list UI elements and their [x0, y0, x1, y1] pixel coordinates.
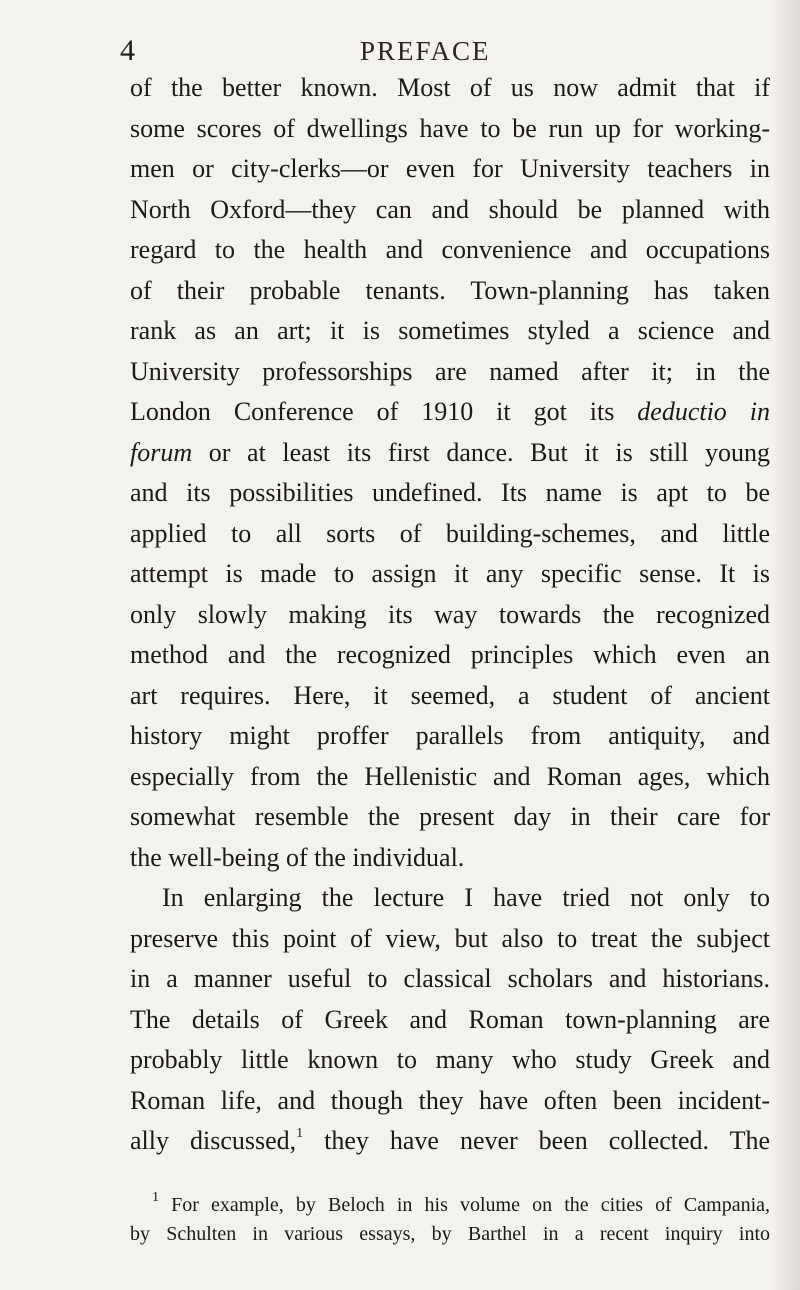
text-line: art requires. Here, it seemed, a student of ancient	[130, 680, 770, 710]
text-segment: London Conference of 1910 it got its	[130, 397, 615, 426]
text-line: North Oxford—they can and should be planned with	[130, 194, 770, 224]
text-line: University professorships are named after it; in the	[130, 356, 770, 386]
page-edge-shadow	[772, 0, 800, 1290]
paragraph-end-line: the well-being of the individual.	[130, 842, 465, 872]
paragraph-start-line: In enlarging the lecture I have tried not only to	[162, 883, 770, 912]
page-number: 4	[120, 34, 135, 67]
text-line	[130, 392, 770, 433]
text-line: of the better known. Most of us now admit that if	[130, 73, 770, 102]
footnote-line: by Schulten in various essays, by Barthel in a recent inquiry into	[130, 1223, 770, 1245]
text-line: of their probable tenants. Town-planning has taken	[130, 275, 770, 305]
footnote-text: For example, by Beloch in his volume on the cities of Campania,	[171, 1194, 771, 1216]
text-line: applied to all sorts of building-schemes, and little	[130, 518, 770, 548]
text-line	[130, 433, 770, 474]
text-line: some scores of dwellings have to be run up for working-	[130, 113, 770, 143]
text-line	[130, 1121, 770, 1162]
footnote-marker: 1	[152, 1190, 159, 1206]
text-line: in a manner useful to classical scholars and historians.	[130, 964, 770, 993]
text-line: preserve this point of view, but also to treat the subject	[130, 923, 770, 953]
text-line: and its possibilities undefined. Its name is apt to be	[130, 478, 770, 507]
text-line: history might proffer parallels from antiquity, and	[130, 721, 770, 750]
footnotes	[130, 1191, 770, 1249]
italic-phrase: deductio in	[637, 397, 770, 426]
text-segment: or at least its first dance. But it is still young	[208, 437, 770, 467]
text-line: somewhat resemble the present day in their care for	[130, 802, 770, 831]
italic-phrase: forum	[130, 437, 193, 467]
text-line: attempt is made to assign it any specific sense. It is	[130, 559, 770, 588]
text-segment: ally discussed,	[130, 1126, 297, 1155]
text-line: regard to the health and convenience and occupations	[130, 235, 770, 264]
body-text	[130, 68, 770, 1162]
running-title: PREFACE	[360, 36, 491, 66]
text-line: only slowly making its way towards the recognized	[130, 599, 770, 629]
text-line: especially from the Hellenistic and Roman ages, which	[130, 761, 770, 791]
text-line: The details of Greek and Roman town-planning are	[130, 1004, 770, 1034]
text-segment: they have never been collected. The	[324, 1126, 770, 1155]
footnote-reference: 1	[296, 1126, 304, 1142]
text-line: Roman life, and though they have often been incident-	[130, 1085, 770, 1115]
text-line: method and the recognized principles which even an	[130, 640, 770, 669]
text-line: rank as an art; it is sometimes styled a science and	[130, 316, 770, 345]
footnote-line	[130, 1191, 770, 1220]
text-line: men or city-clerks—or even for University teachers in	[130, 154, 770, 183]
text-line: probably little known to many who study Greek and	[130, 1045, 770, 1074]
